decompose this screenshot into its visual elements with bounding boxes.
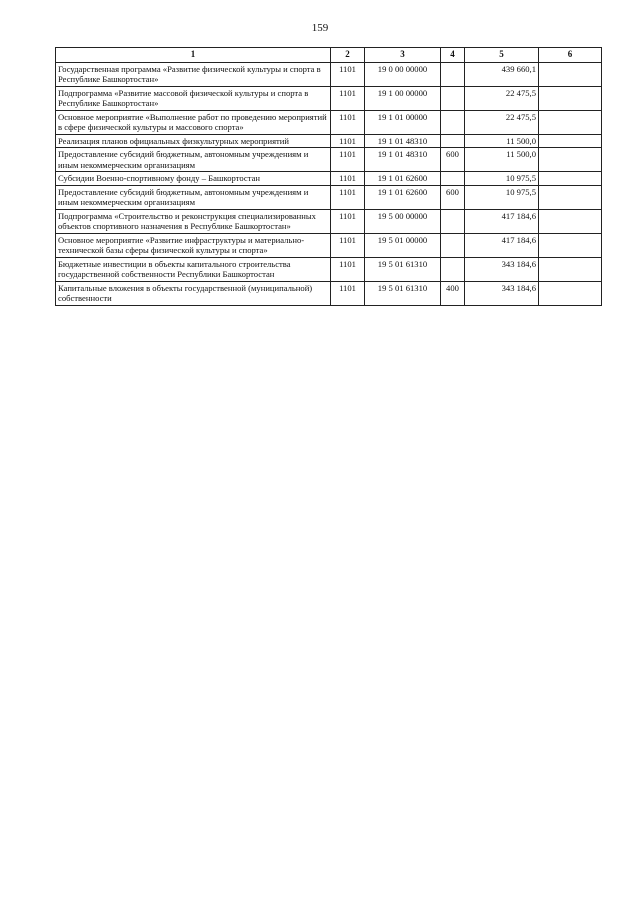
row-target-code: 19 1 00 00000 [365,86,441,110]
row-expense-type [441,110,465,134]
table-row [56,148,602,172]
table-row [56,62,602,86]
row-name: Основное мероприятие «Развитие инфраструктуры и материально-технической базы сферы физической культуры и спорта» [56,233,331,257]
row-target-code: 19 0 00 00000 [365,62,441,86]
row-section: 1101 [331,281,365,305]
row-col6 [539,281,602,305]
row-expense-type [441,86,465,110]
row-target-code: 19 1 01 00000 [365,110,441,134]
row-target-code: 19 5 01 61310 [365,257,441,281]
row-target-code: 19 1 01 62600 [365,185,441,209]
row-col6 [539,86,602,110]
row-section: 1101 [331,148,365,172]
row-col6 [539,110,602,134]
row-target-code: 19 5 01 00000 [365,233,441,257]
row-amount: 10 975,5 [465,172,539,186]
page-number: 159 [311,22,329,34]
row-col6 [539,233,602,257]
row-expense-type [441,172,465,186]
row-expense-type: 400 [441,281,465,305]
table-row [56,172,602,186]
column-header-1: 1 [56,48,331,63]
row-section: 1101 [331,185,365,209]
row-section: 1101 [331,134,365,148]
row-expense-type: 600 [441,185,465,209]
row-name: Основное мероприятие «Выполнение работ по проведению мероприятий в сфере физической культуры и массового спорта» [56,110,331,134]
row-name: Подпрограмма «Строительство и реконструкция специализированных объектов спортивного назначения в Республике Башкортостан» [56,209,331,233]
row-amount: 22 475,5 [465,110,539,134]
row-expense-type [441,233,465,257]
row-amount: 343 184,6 [465,257,539,281]
row-section: 1101 [331,62,365,86]
row-section: 1101 [331,86,365,110]
row-amount: 22 475,5 [465,86,539,110]
row-col6 [539,134,602,148]
row-amount: 343 184,6 [465,281,539,305]
row-section: 1101 [331,233,365,257]
row-col6 [539,62,602,86]
table-row [56,86,602,110]
row-col6 [539,209,602,233]
row-name: Государственная программа «Развитие физической культуры и спорта в Республике Башкортостан» [56,62,331,86]
column-header-5: 5 [465,48,539,63]
row-target-code: 19 1 01 62600 [365,172,441,186]
column-header-4: 4 [441,48,465,63]
row-target-code: 19 5 00 00000 [365,209,441,233]
column-header-2: 2 [331,48,365,63]
row-name: Бюджетные инвестиции в объекты капитального строительства государственной собственности Республики Башкортостан [56,257,331,281]
row-name: Предоставление субсидий бюджетным, автономным учреждениям и иным некоммерческим организациям [56,185,331,209]
table-header-row [56,48,602,63]
row-section: 1101 [331,172,365,186]
row-expense-type [441,62,465,86]
row-col6 [539,185,602,209]
row-target-code: 19 1 01 48310 [365,134,441,148]
row-name: Субсидии Военно-спортивному фонду – Башкортостан [56,172,331,186]
row-target-code: 19 1 01 48310 [365,148,441,172]
table-row [56,233,602,257]
table-row [56,209,602,233]
column-header-3: 3 [365,48,441,63]
row-amount: 417 184,6 [465,233,539,257]
row-amount: 11 500,0 [465,134,539,148]
row-name: Предоставление субсидий бюджетным, автономным учреждениям и иным некоммерческим организациям [56,148,331,172]
table-row [56,281,602,305]
row-name: Реализация планов официальных физкультурных мероприятий [56,134,331,148]
row-amount: 11 500,0 [465,148,539,172]
row-col6 [539,148,602,172]
row-amount: 439 660,1 [465,62,539,86]
row-section: 1101 [331,209,365,233]
budget-table [55,47,602,306]
row-expense-type [441,134,465,148]
column-header-6: 6 [539,48,602,63]
row-col6 [539,172,602,186]
row-amount: 10 975,5 [465,185,539,209]
row-name: Капитальные вложения в объекты государственной (муниципальной) собственности [56,281,331,305]
row-col6 [539,257,602,281]
table-row [56,134,602,148]
table-row [56,257,602,281]
row-section: 1101 [331,257,365,281]
row-expense-type [441,257,465,281]
table-row [56,110,602,134]
row-section: 1101 [331,110,365,134]
row-name: Подпрограмма «Развитие массовой физической культуры и спорта в Республике Башкортостан» [56,86,331,110]
table-row [56,185,602,209]
row-amount: 417 184,6 [465,209,539,233]
row-expense-type [441,209,465,233]
row-target-code: 19 5 01 61310 [365,281,441,305]
row-expense-type: 600 [441,148,465,172]
